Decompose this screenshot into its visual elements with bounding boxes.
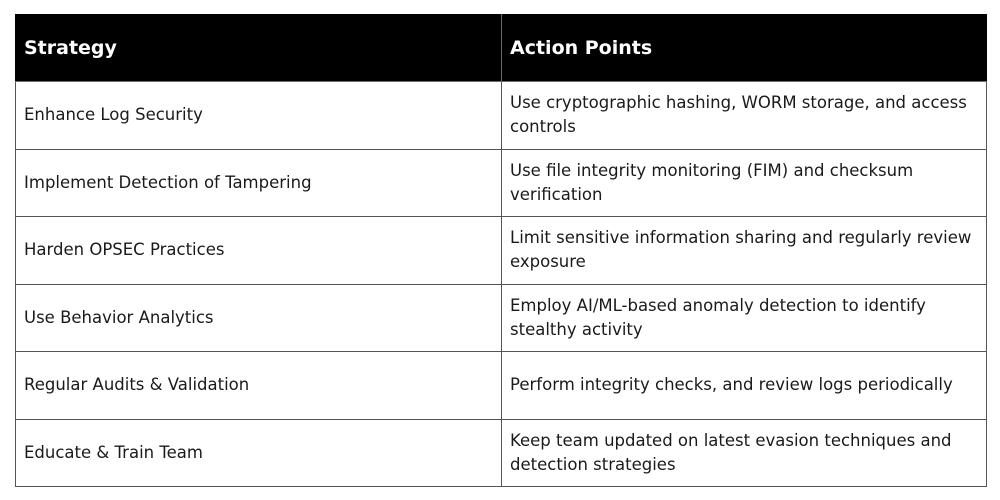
strategy-cell: Use Behavior Analytics	[16, 284, 502, 352]
action-cell: Limit sensitive information sharing and regularly review exposure	[502, 217, 987, 285]
table-body	[16, 82, 987, 487]
table-row	[16, 352, 987, 420]
table-header	[16, 15, 987, 82]
table-row	[16, 419, 987, 487]
strategy-table-container	[15, 14, 986, 487]
action-cell: Use cryptographic hashing, WORM storage, and access controls	[502, 82, 987, 150]
table-row	[16, 217, 987, 285]
table-row	[16, 82, 987, 150]
action-cell: Employ AI/ML-based anomaly detection to identify stealthy activity	[502, 284, 987, 352]
strategy-cell: Harden OPSEC Practices	[16, 217, 502, 285]
strategy-cell: Enhance Log Security	[16, 82, 502, 150]
strategy-table	[15, 14, 987, 487]
action-cell: Perform integrity checks, and review logs periodically	[502, 352, 987, 420]
table-row	[16, 149, 987, 217]
action-cell: Use file integrity monitoring (FIM) and checksum verification	[502, 149, 987, 217]
header-action-points: Action Points	[502, 15, 987, 82]
strategy-cell: Educate & Train Team	[16, 419, 502, 487]
table-row	[16, 284, 987, 352]
strategy-cell: Regular Audits & Validation	[16, 352, 502, 420]
header-strategy: Strategy	[16, 15, 502, 82]
header-row	[16, 15, 987, 82]
action-cell: Keep team updated on latest evasion techniques and detection strategies	[502, 419, 987, 487]
strategy-cell: Implement Detection of Tampering	[16, 149, 502, 217]
